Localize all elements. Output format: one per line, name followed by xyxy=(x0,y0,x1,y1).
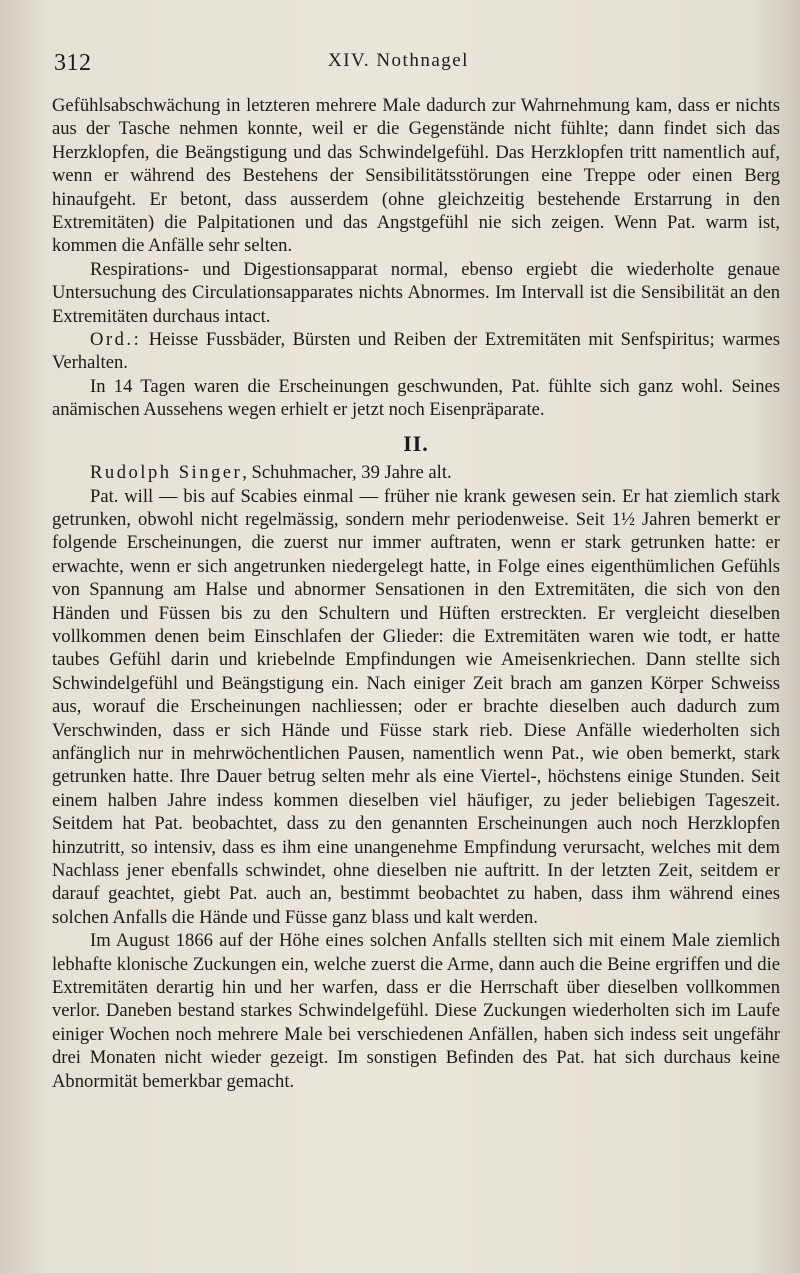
paragraph-history: Pat. will — bis auf Scabies einmal — früher nie krank gewesen sein. Er hat ziemlich stark getrunken, obwohl nicht regelmässig, sondern mehr periodenweise. Seit 1½ Jahren bemerkt er folgende Erscheinungen, die zuerst nur immer auftraten, wenn er stark getrunken hatte: er erwachte, wenn er sich angetrunken niedergelegt hatte, in Folge eines eigenthümlichen Gefühls von Spannung am Halse und abnormer Sensationen in den Extremitäten, die sich von den Händen und Füssen bis zu den Schultern und Hüften erstreckten. Er vergleicht dieselben vollkommen denen beim Einschlafen der Glieder: die Extremitäten waren wie todt, er hatte taubes Gefühl darin und kriebelnde Empfindungen wie Ameisenkriechen. Dann stellte sich Schwindelgefühl und Beängstigung ein. Nach einiger Zeit brach am ganzen Körper Schweiss aus, worauf die Erscheinungen nachliessen; oder er brachte dieselben auch dadurch zum Verschwinden, dass er sich Hände und Füsse stark rieb. Diese Anfälle wiederholten sich anfänglich nur in mehrwöchentlichen Pausen, namentlich wenn Pat., wie oben bemerkt, stark getrunken hatte. Ihre Dauer betrug selten mehr als eine Viertel-, höchstens einige Stunden. Seit einem halben Jahre indess kommen dieselben viel häufiger, zu jeder beliebigen Tageszeit. Seitdem hat Pat. beobachtet, dass zu den genannten Erscheinungen auch noch Herzklopfen hinzutritt, so intensiv, dass es ihm eine unangenehme Empfindung verursacht, welches mit dem Nachlass jener ebenfalls schwindet, ohne dieselben nie auftritt. In der letzten Zeit, seitdem er darauf geachtet, giebt Pat. auch an, bestimmt beobachtet zu haben, dass ihm während eines solchen Anfalls die Hände und Füsse ganz blass und kalt werden. xyxy=(52,485,780,928)
body-text xyxy=(52,94,780,1093)
ordination-text: Heisse Fussbäder, Bürsten und Reiben der Extremitäten mit Senfspiritus; warmes Verhalten. xyxy=(52,329,780,374)
running-head xyxy=(52,46,780,82)
patient-details: , Schuhmacher, 39 Jahre alt. xyxy=(242,462,452,484)
patient-name: Rudolph Singer xyxy=(90,462,243,484)
paragraph-august-1866: Im August 1866 auf der Höhe eines solchen Anfalls stellten sich mit einem Male ziemlich lebhafte klonische Zuckungen ein, welche zuerst die Arme, dann auch die Beine ergriffen und die Extremitäten derartig hin und her warfen, dass er die Herrschaft über dieselben vollkommen verlor. Daneben bestand starkes Schwindelgefühl. Diese Zuckungen wiederholten sich im Laufe einiger Wochen noch mehrere Male bei verschiedenen Anfällen, haben sich indess seit ungefähr drei Monaten nicht wieder gezeigt. Im sonstigen Befinden des Pat. hat sich durchaus keine Abnormität bemerkbar gemacht. xyxy=(52,930,780,1092)
paragraph-outcome: In 14 Tagen waren die Erscheinungen geschwunden, Pat. fühlte sich ganz wohl. Seines anämischen Aussehens wegen erhielt er jetzt noch Eisenpräparate. xyxy=(52,375,780,421)
paragraph-respiration: Respirations- und Digestionsapparat normal, ebenso ergiebt die wiederholte genaue Untersuchung des Circulationsapparates nichts Abnormes. Im Intervall ist die Sensibilität an den Extremitäten durchaus intact. xyxy=(52,258,780,327)
section-numeral: II. xyxy=(403,430,429,456)
running-title: XIV. Nothnagel xyxy=(328,50,469,71)
ordination-label: Ord.: xyxy=(90,329,142,351)
paragraph-continued: Gefühlsabschwächung in letzteren mehrere Male dadurch zur Wahrnehmung kam, dass er nichts aus der Tasche nehmen konnte, weil er die Gegenstände nicht fühlte; dann findet sich das Herzklopfen, die Beängstigung und das Schwindelgefühl. Das Herzklopfen tritt namentlich auf, wenn er während des Bestehens der Sensibilitätsstörungen eine Treppe oder einen Berg hinaufgeht. Er betont, dass ausserdem (ohne gleichzeitig bestehende Erstarrung in den Extremitäten) die Palpitationen und das Angstgefühl nie sich zeigen. Wenn Pat. warm ist, kommen die Anfälle sehr selten. xyxy=(52,95,780,257)
page-number: 312 xyxy=(54,50,92,76)
case-heading xyxy=(52,461,780,484)
paragraph-ordination xyxy=(52,328,780,375)
